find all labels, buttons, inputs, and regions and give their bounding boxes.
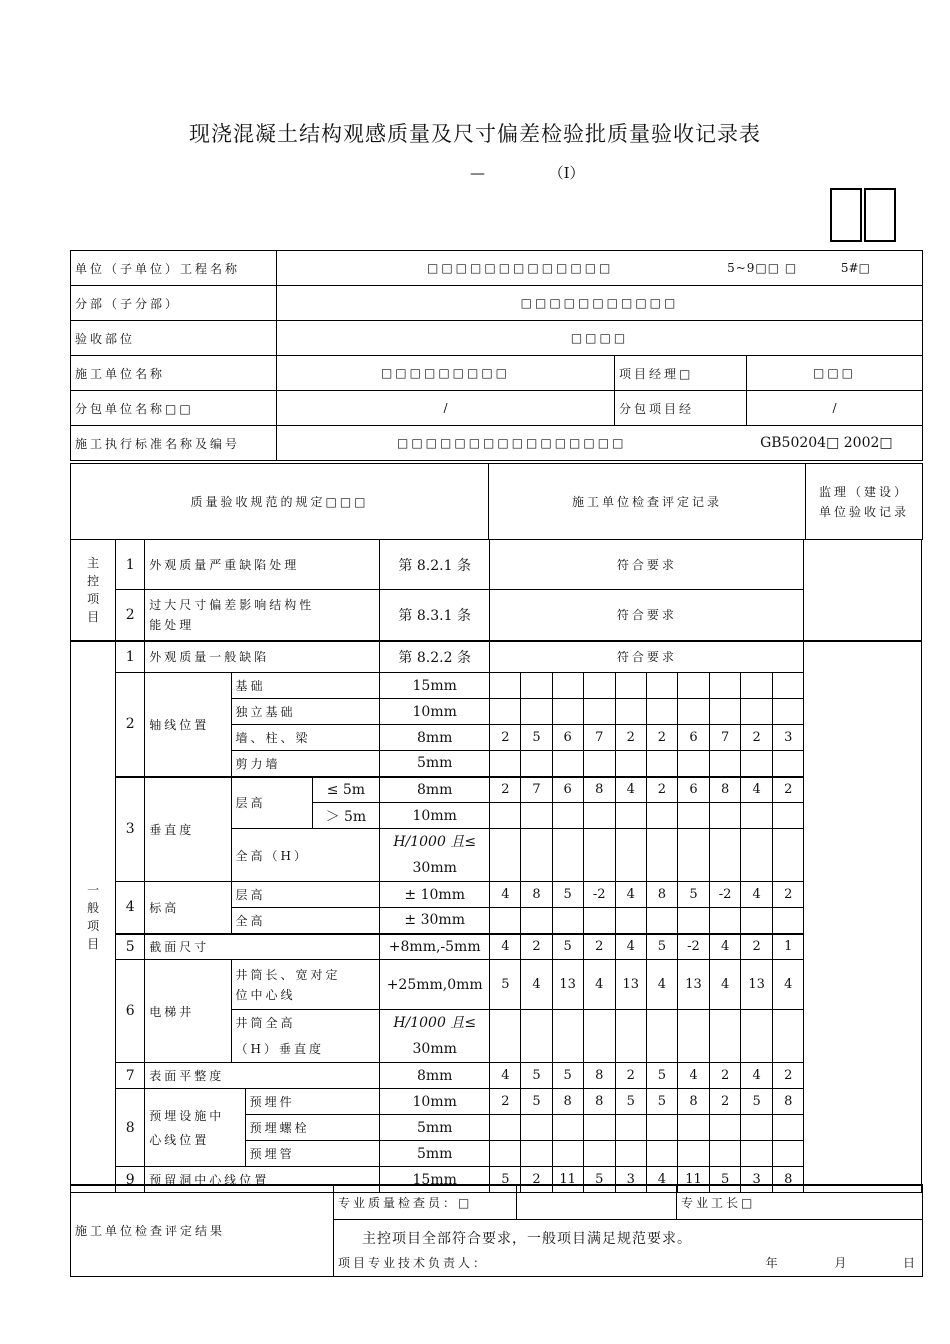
item2-sub-3: 剪力墙 [231,751,380,777]
footer-table [70,1184,923,1277]
measure-cell: 4 [677,1063,709,1089]
measure-cell: 6 [552,777,583,803]
item2-tol-0: 15mm [380,673,490,699]
conclusion-cell [334,1219,923,1276]
project-manager-value: □□□ [747,356,923,391]
measure-cell: -2 [583,882,615,908]
item3-le5: ≤ 5m [312,777,379,803]
measure-cell: 4 [615,777,646,803]
item8-tol-2: 5mm [380,1141,490,1167]
header-table [70,250,923,461]
sub-project-manager-label: 分包项目经 [615,391,747,426]
measure-cell: 2 [521,934,552,960]
item9-tol: 15mm [380,1167,490,1193]
measure-cell: 5 [552,934,583,960]
measure-cell: 4 [490,882,521,908]
measure-cell: 4 [615,882,646,908]
construction-unit-value: □□□□□□□□□ [277,356,615,391]
subpart-value: □□□□□□□□□□□ [277,286,923,321]
item8-tol-0: 10mm [380,1089,490,1115]
item2-sub-2: 墙、柱、梁 [231,725,380,751]
measure-cell: 4 [646,1167,677,1193]
subcontract-unit-label: 分包单位名称□□ [71,391,277,426]
general-item-7-name: 表面平整度 [145,1063,380,1089]
measure-cell: 4 [741,882,773,908]
general-item-5-name: 截面尺寸 [145,934,380,960]
subtitle-dash: — [470,164,485,182]
date-month-label: 月 [834,1255,850,1270]
date-year-label: 年 [765,1255,781,1270]
measure-cell: 2 [490,777,521,803]
general-group-label: 一般项目 [71,641,116,1193]
item2-tol-1: 10mm [380,699,490,725]
measure-cell: 4 [710,960,741,1010]
measure-cell: 8 [552,1089,583,1115]
measure-cell: 3 [741,1167,773,1193]
general-item-8-name: 预埋设施中心线位置 [145,1089,245,1167]
item7-tol: 8mm [380,1063,490,1089]
measure-cell: 2 [773,1063,804,1089]
measure-cell: 5 [521,1063,552,1089]
general-item-3-name: 垂直度 [145,777,231,882]
acceptance-part-value: □□□□ [277,321,923,356]
measure-cell: 5 [490,960,521,1010]
measure-cell: 7 [521,777,552,803]
subpart-label: 分部（子分部） [71,286,277,321]
measure-cell: 8 [583,777,615,803]
general-item-1-name: 外观质量一般缺陷 [145,641,380,673]
measure-cell: 5 [490,1167,521,1193]
item8-sub-0: 预埋件 [245,1089,379,1115]
record-number-boxes [830,188,898,246]
measure-cell: 7 [710,725,741,751]
main-control-group-label: 主控项目 [71,540,116,641]
supervision-column-label: 监理（建设）单位验收记录 [806,464,923,540]
measure-cell: 5 [521,725,552,751]
measure-cell: 11 [552,1167,583,1193]
item8-sub-1: 预埋螺栓 [245,1115,379,1141]
main-item-2-no: 2 [116,590,145,641]
general-item-2-name: 轴线位置 [145,673,231,777]
general-item-5-no: 5 [116,934,145,960]
general-item-7-no: 7 [116,1063,145,1089]
measure-cell: 2 [710,1089,741,1115]
foreman-label: 专业工长□ [677,1185,923,1219]
measure-cell: 4 [741,777,773,803]
measure-cell: 5 [741,1089,773,1115]
measure-cell: 5 [552,1063,583,1089]
general-item-8-no: 8 [116,1089,145,1167]
measure-cell: 13 [741,960,773,1010]
measure-cell: 8 [646,882,677,908]
general-item-4-no: 4 [116,882,145,934]
conclusion-text: 主控项目全部符合要求，一般项目满足规范要求。 [362,1230,692,1247]
measure-cell: 4 [490,1063,521,1089]
measure-cell: 11 [677,1167,709,1193]
measure-cell: 8 [583,1063,615,1089]
item4-full-tol: ± 30mm [380,908,490,934]
item3-le5-tol: 8mm [380,777,490,803]
item6-tol2: H/1000 且≤ 30mm [380,1010,490,1063]
project-name-label: 单位（子单位）工程名称 [71,251,277,286]
general-item-1-result: 符合要求 [490,641,804,673]
item3-gt5: ＞ 5m [312,803,379,829]
project-name-value: □□□□□□□□□□□□□ 5~9□□ □ 5#□ [277,251,923,286]
measure-cell: 4 [646,960,677,1010]
measure-cell: 5 [583,1167,615,1193]
measure-cell: 6 [552,725,583,751]
main-item-1-result: 符合要求 [490,540,804,590]
measure-cell: 13 [552,960,583,1010]
general-item-2-no: 2 [116,673,145,777]
measure-cell: 8 [521,882,552,908]
measure-cell: 2 [646,725,677,751]
main-item-2-clause: 第 8.3.1 条 [380,590,490,641]
measure-cell: 2 [741,934,773,960]
page-title: 现浇混凝土结构观感质量及尺寸偏差检验批质量验收记录表 [189,122,761,146]
item2-tol-3: 5mm [380,751,490,777]
general-item-9-no: 9 [116,1167,145,1193]
measure-cell: 4 [490,934,521,960]
measure-cell: 8 [583,1089,615,1115]
measure-cell: 2 [646,777,677,803]
general-item-6-name: 电梯井 [145,960,231,1063]
item8-sub-2: 预埋管 [245,1141,379,1167]
page-subtitle [470,162,585,183]
measure-cell: 5 [646,1089,677,1115]
item3-gt5-tol: 10mm [380,803,490,829]
measure-cell: 2 [490,725,521,751]
standard-label: 施工执行标准名称及编号 [71,426,277,461]
item6-sub1: 井筒长、宽对定位中心线 [231,960,380,1010]
quality-inspector-label: 专业质量检查员：□ [334,1185,517,1219]
item2-tol-2: 8mm [380,725,490,751]
measure-cell: 1 [773,934,804,960]
item3-full-height: 全高（H） [231,829,380,882]
main-item-1-clause: 第 8.2.1 条 [380,540,490,590]
measure-cell: 8 [710,777,741,803]
measure-cell: 4 [583,960,615,1010]
measure-cell: 4 [710,934,741,960]
item4-storey-tol: ± 10mm [380,882,490,908]
item4-storey: 层高 [231,882,380,908]
item3-storey: 层高 [231,777,312,829]
measure-cell: 5 [677,882,709,908]
measure-cell: 13 [677,960,709,1010]
general-item-3-no: 3 [116,777,145,882]
measure-cell: 7 [583,725,615,751]
main-item-1-name: 外观质量严重缺陷处理 [145,540,380,590]
inspection-table [70,539,922,1193]
item6-tol1: +25mm,0mm [380,960,490,1010]
measure-cell: 4 [521,960,552,1010]
quality-inspector-value [517,1185,677,1219]
column-header-row [70,463,923,540]
measure-cell: 3 [615,1167,646,1193]
measure-cell: 6 [677,725,709,751]
measure-cell: 8 [677,1089,709,1115]
main-item-1-no: 1 [116,540,145,590]
general-item-6-no: 6 [116,960,145,1063]
measure-cell: -2 [677,934,709,960]
measure-cell: 2 [773,882,804,908]
measure-cell: 2 [490,1089,521,1115]
measure-cell: 2 [615,725,646,751]
general-item-1-no: 1 [116,641,145,673]
construction-unit-label: 施工单位名称 [71,356,277,391]
general-item-9-name: 预留洞中心线位置 [145,1167,380,1193]
spec-column-label: 质量验收规范的规定□□□ [71,464,489,540]
item3-full-height-tol: H/1000 且≤ 30mm [380,829,490,882]
record-column-label: 施工单位检查评定记录 [489,464,806,540]
project-manager-label: 项目经理□ [615,356,747,391]
measure-cell: 5 [646,1063,677,1089]
measure-cell: 3 [773,725,804,751]
measure-cell: 4 [615,934,646,960]
measure-cell: 8 [773,1089,804,1115]
general-item-1-clause: 第 8.2.2 条 [380,641,490,673]
measure-cell: 6 [677,777,709,803]
tech-leader-label: 项目专业技术负责人： [338,1255,489,1270]
measure-cell: 13 [615,960,646,1010]
sub-project-manager-value: / [747,391,923,426]
measure-cell: 4 [741,1063,773,1089]
item4-full: 全高 [231,908,380,934]
measure-cell: 2 [741,725,773,751]
result-label: 施工单位检查评定结果 [71,1185,334,1276]
measure-cell: 2 [583,934,615,960]
item2-sub-0: 基础 [231,673,380,699]
main-item-2-name: 过大尺寸偏差影响结构性能处理 [145,590,380,641]
subtitle-code: （Ⅰ） [548,164,585,182]
standard-value: □□□□□□□□□□□□□□□□ GB50204□ 2002□ [277,426,923,461]
measure-cell: 5 [710,1167,741,1193]
measure-cell: 2 [710,1063,741,1089]
measure-cell: -2 [710,882,741,908]
acceptance-part-label: 验收部位 [71,321,277,356]
date-day-label: 日 [902,1255,918,1270]
measure-cell: 5 [552,882,583,908]
item5-tol: +8mm,-5mm [380,934,490,960]
measure-cell: 2 [615,1063,646,1089]
item6-sub2: 井筒全高 （H）垂直度 [231,1010,380,1063]
measure-cell: 5 [646,934,677,960]
general-item-4-name: 标高 [145,882,231,934]
measure-cell: 8 [773,1167,804,1193]
measure-cell: 4 [773,960,804,1010]
general-supervision-cell [804,641,922,1193]
main-supervision-cell [804,540,922,641]
measure-cell: 2 [521,1167,552,1193]
measure-cell: 5 [615,1089,646,1115]
measure-cell: 5 [521,1089,552,1115]
subcontract-unit-value: / [277,391,615,426]
measure-cell: 2 [773,777,804,803]
item2-sub-1: 独立基础 [231,699,380,725]
main-item-2-result: 符合要求 [490,590,804,641]
item8-tol-1: 5mm [380,1115,490,1141]
